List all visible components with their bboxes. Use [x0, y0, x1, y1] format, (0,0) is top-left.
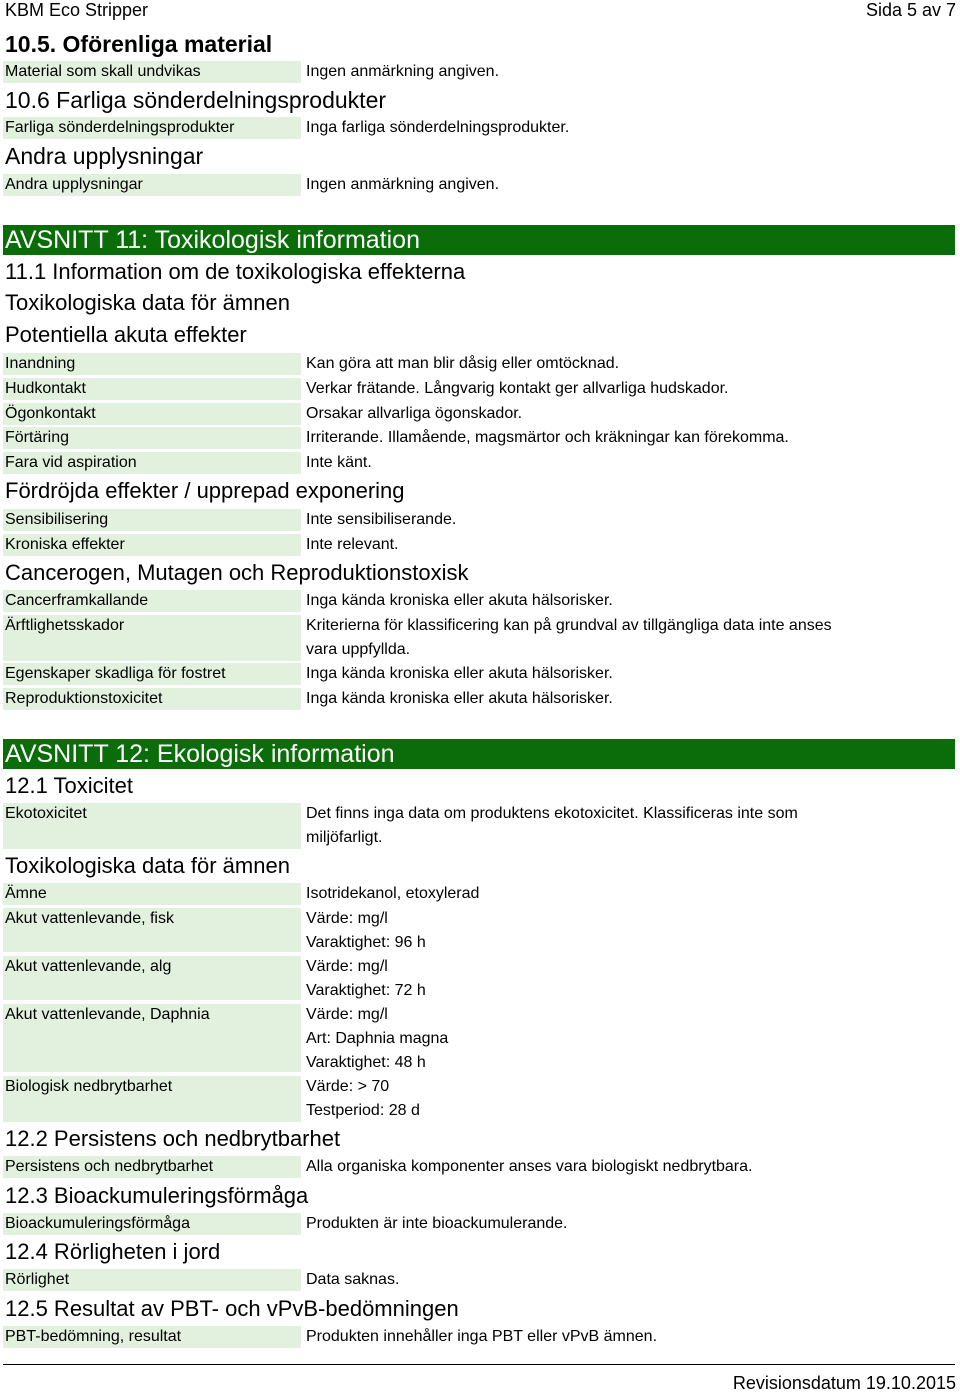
label-text: Förtäring	[5, 429, 70, 446]
page-number: Sida 5 av 7	[865, 0, 956, 20]
label-text: Kroniska effekter	[5, 536, 125, 553]
heading-fordrojda-effekter: Fördröjda effekter / upprepad exponering	[5, 478, 405, 503]
heading-akuta-effekter: Potentiella akuta effekter	[5, 322, 247, 347]
label-hudkontakt	[3, 378, 301, 400]
value-persistens: Alla organiska komponenter anses vara biologiskt nedbrytbara.	[306, 1158, 753, 1175]
heading-10-5: 10.5. Oförenliga material	[5, 31, 273, 57]
value-sensibilisering: Inte sensibiliserande.	[306, 511, 457, 528]
label-bioackumulering	[3, 1213, 301, 1235]
label-fisk	[3, 908, 301, 952]
heading-andra-upplysningar: Andra upplysningar	[5, 143, 204, 169]
label-farliga-produkter	[3, 117, 301, 139]
value-fisk-varaktighet: Varaktighet: 96 h	[306, 934, 426, 951]
label-kroniska-effekter	[3, 534, 301, 556]
value-alg-varde: Värde: mg/l	[306, 958, 388, 975]
label-text: PBT-bedömning, resultat	[5, 1328, 182, 1345]
value-alg-varaktighet: Varaktighet: 72 h	[306, 982, 426, 999]
label-alg	[3, 956, 301, 1000]
label-text: Cancerframkallande	[5, 592, 149, 609]
value-bio-testperiod: Testperiod: 28 d	[306, 1102, 420, 1119]
label-text: Akut vattenlevande, Daphnia	[5, 1006, 210, 1023]
heading-12-4: 12.4 Rörligheten i jord	[5, 1239, 221, 1264]
value-fisk-varde: Värde: mg/l	[306, 910, 388, 927]
value-inandning: Kan göra att man blir dåsig eller omtöcknad.	[306, 355, 620, 372]
label-text: Persistens och nedbrytbarhet	[5, 1158, 214, 1175]
value-bioackumulering: Produkten är inte bioackumulerande.	[306, 1215, 568, 1232]
label-amne	[3, 883, 301, 905]
label-andra-upplysningar	[3, 174, 301, 196]
label-daphnia	[3, 1004, 301, 1072]
label-text: Reproduktionstoxicitet	[5, 690, 163, 707]
label-rorlighet	[3, 1269, 301, 1291]
heading-cmr: Cancerogen, Mutagen och Reproduktionstoxisk	[5, 560, 469, 585]
label-text: Fara vid aspiration	[5, 454, 137, 471]
value-bio-varde: Värde: > 70	[306, 1078, 390, 1095]
label-text: Akut vattenlevande, fisk	[5, 910, 174, 927]
value-material-undvikas: Ingen anmärkning angiven.	[306, 63, 500, 80]
value-andra-upplysningar: Ingen anmärkning angiven.	[306, 176, 500, 193]
value-reproduktionstoxicitet: Inga kända kroniska eller akuta hälsorisker.	[306, 690, 613, 707]
label-text: Ögonkontakt	[5, 405, 96, 422]
label-sensibilisering	[3, 509, 301, 531]
heading-12-2: 12.2 Persistens och nedbrytbarhet	[5, 1126, 341, 1151]
value-daphnia-art: Art: Daphnia magna	[306, 1030, 449, 1047]
value-rorlighet: Data saknas.	[306, 1271, 400, 1288]
label-text: Akut vattenlevande, alg	[5, 958, 172, 975]
value-fortaring: Irriterande. Illamående, magsmärtor och kräkningar kan förekomma.	[306, 429, 789, 446]
label-text: Farliga sönderdelningsprodukter	[5, 119, 235, 136]
section-12-title: AVSNITT 12: Ekologisk information	[3, 739, 955, 769]
value-kroniska-effekter: Inte relevant.	[306, 536, 399, 553]
label-inandning	[3, 353, 301, 375]
label-text: Andra upplysningar	[5, 176, 143, 193]
label-ogonkontakt	[3, 403, 301, 425]
value-pbt: Produkten innehåller inga PBT eller vPvB ämnen.	[306, 1328, 658, 1345]
heading-tox-data: Toxikologiska data för ämnen	[5, 290, 290, 315]
value-ekotoxicitet-line1: Det finns inga data om produktens ekotoxicitet. Klassificeras inte som	[306, 805, 798, 822]
label-text: Material som skall undvikas	[5, 63, 201, 80]
label-pbt	[3, 1326, 301, 1348]
section-11-title: AVSNITT 11: Toxikologisk information	[3, 225, 955, 255]
revision-date: Revisionsdatum 19.10.2015	[732, 1373, 956, 1393]
label-text: Bioackumuleringsförmåga	[5, 1215, 190, 1232]
label-text: Inandning	[5, 355, 76, 372]
label-cancerframkallande	[3, 590, 301, 612]
value-cancerframkallande: Inga kända kroniska eller akuta hälsorisker.	[306, 592, 613, 609]
heading-12-3: 12.3 Bioackumuleringsförmåga	[5, 1183, 309, 1208]
value-hudkontakt: Verkar frätande. Långvarig kontakt ger allvarliga hudskador.	[306, 380, 729, 397]
label-ekotoxicitet	[3, 803, 301, 849]
value-ekotoxicitet-line2: miljöfarligt.	[306, 829, 383, 846]
value-daphnia-varde: Värde: mg/l	[306, 1006, 388, 1023]
label-text: Hudkontakt	[5, 380, 86, 397]
value-arftlighetsskador-line2: vara uppfyllda.	[306, 641, 411, 658]
label-text: Ekotoxicitet	[5, 805, 87, 822]
label-text: Egenskaper skadliga för fostret	[5, 665, 226, 682]
label-text: Sensibilisering	[5, 511, 109, 528]
label-arftlighetsskador	[3, 615, 301, 661]
footer-divider	[3, 1364, 955, 1365]
value-daphnia-varaktighet: Varaktighet: 48 h	[306, 1054, 426, 1071]
label-fortaring	[3, 427, 301, 449]
label-aspiration	[3, 452, 301, 474]
heading-12-1: 12.1 Toxicitet	[5, 773, 134, 798]
value-farliga-produkter: Inga farliga sönderdelningsprodukter.	[306, 119, 570, 136]
value-fostret: Inga kända kroniska eller akuta hälsorisker.	[306, 665, 613, 682]
heading-11-1: 11.1 Information om de toxikologiska effekterna	[5, 259, 466, 284]
heading-12-5: 12.5 Resultat av PBT- och vPvB-bedömningen	[5, 1296, 459, 1321]
value-amne: Isotridekanol, etoxylerad	[306, 885, 480, 902]
label-fostret	[3, 663, 301, 685]
value-ogonkontakt: Orsakar allvarliga ögonskador.	[306, 405, 523, 422]
value-arftlighetsskador-line1: Kriterierna för klassificering kan på grundval av tillgängliga data inte anses	[306, 617, 832, 634]
label-text: Rörlighet	[5, 1271, 70, 1288]
heading-tox-data-12: Toxikologiska data för ämnen	[5, 853, 290, 878]
label-text: Biologisk nedbrytbarhet	[5, 1078, 173, 1095]
label-text: Ämne	[5, 885, 47, 902]
value-aspiration: Inte känt.	[306, 454, 372, 471]
product-name: KBM Eco Stripper	[5, 0, 149, 20]
label-text: Ärftlighetsskador	[5, 617, 125, 634]
label-material-undvikas	[3, 61, 301, 83]
label-biologisk-nedbrytbarhet	[3, 1076, 301, 1122]
heading-10-6: 10.6 Farliga sönderdelningsprodukter	[5, 87, 387, 113]
label-reproduktionstoxicitet	[3, 688, 301, 710]
label-persistens	[3, 1156, 301, 1178]
